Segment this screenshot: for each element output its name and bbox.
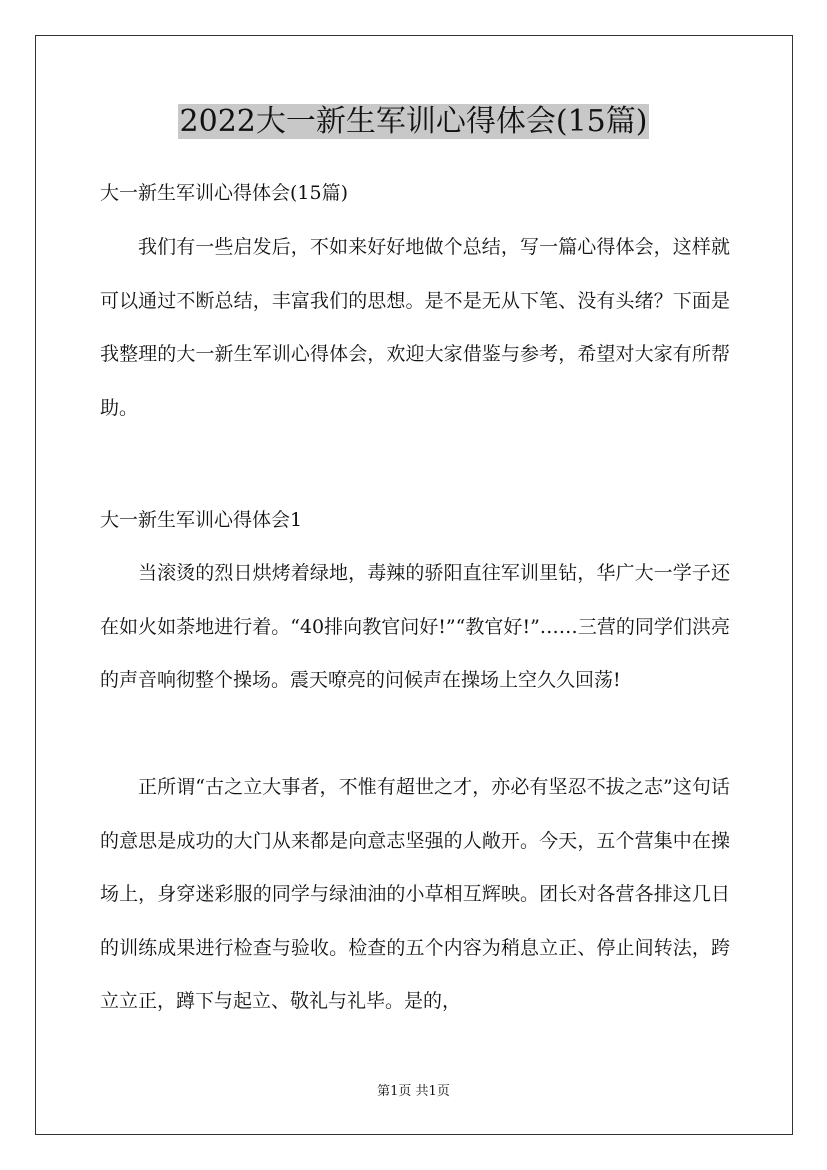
page-footer: 第1页 共1页 [377,1084,450,1099]
document-subtitle: 大一新生军训心得体会(15篇) [100,182,349,204]
document-title [0,100,827,144]
section-1-paragraph-2: 正所谓“古之立大事者，不惟有超世之才，亦必有坚忍不拔之志”这句话的意思是成功的大门从来都是向意志坚强的人敞开。今天，五个营集中在操场上，身穿迷彩服的同学与绿油油的小草相互辉映。团长对各营各排这几日的训练成果进行检查与验收。检查的五个内容为稍息立正、停止间转法，跨立立正，蹲下与起立、敬礼与礼毕。是的， [100,776,730,1012]
section-heading-1: 大一新生军训心得体会1 [100,509,303,531]
document-title-text: 2022大一新生军训心得体会(15篇) [179,104,648,139]
section-1-paragraph-1: 当滚烫的烈日烘烤着绿地，毒辣的骄阳直往军训里钻，华广大一学子还在如火如荼地进行着。“40排向教官问好!”“教官好!”……三营的同学们洪亮的声音响彻整个操场。震天嘹亮的问候声在操场上空久久回荡! [100,562,730,691]
intro-paragraph: 我们有一些启发后，不如来好好地做个总结，写一篇心得体会，这样就可以通过不断总结，丰富我们的思想。是不是无从下笔、没有头绪？下面是我整理的大一新生军训心得体会，欢迎大家借鉴与参考，希望对大家有所帮助。 [100,236,730,419]
